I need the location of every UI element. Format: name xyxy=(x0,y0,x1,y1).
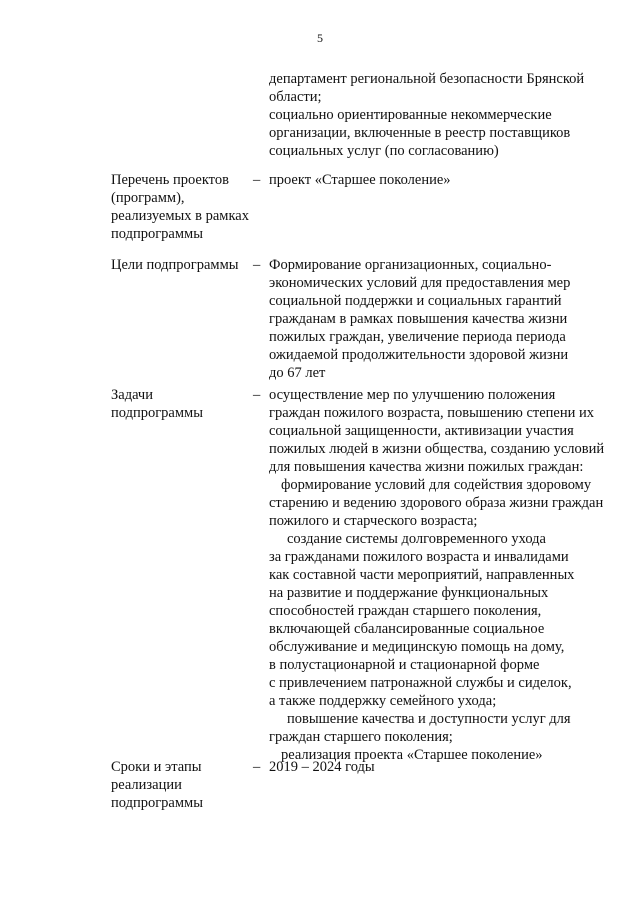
value-line: за гражданами пожилого возраста и инвалидами xyxy=(269,549,569,565)
continuation-text xyxy=(269,70,619,160)
value-line: 2019 – 2024 годы xyxy=(269,759,375,775)
value-line: в полустационарной и стационарной форме xyxy=(269,657,540,673)
row-value xyxy=(269,171,619,189)
row-label xyxy=(111,171,259,243)
value-line: граждан пожилого возраста, повышению степени их xyxy=(269,405,595,421)
label-line: Задачи xyxy=(111,387,153,403)
label-line: Перечень проектов xyxy=(111,172,229,188)
value-line: до 67 лет xyxy=(269,365,326,381)
value-line: для повышения качества жизни пожилых граждан: xyxy=(269,459,584,475)
text-line: социально ориентированные некоммерческие xyxy=(269,107,552,123)
value-line: способностей граждан старшего поколения, xyxy=(269,603,542,619)
value-line: Формирование организационных, социально- xyxy=(269,257,552,273)
value-line: пожилого и старческого возраста; xyxy=(269,513,478,529)
label-line: Цели подпрограммы xyxy=(111,257,239,273)
dash-separator: – xyxy=(253,172,261,188)
value-line: обслуживание и медицинскую помощь на дому, xyxy=(269,639,565,655)
value-line: как составной части мероприятий, направленных xyxy=(269,567,575,583)
value-line: социальной поддержки и социальных гарантий xyxy=(269,293,562,309)
value-line: создание системы долговременного ухода xyxy=(287,531,546,547)
label-line: реализации xyxy=(111,777,182,793)
label-line: подпрограммы xyxy=(111,226,203,242)
dash-separator: – xyxy=(253,759,261,775)
label-line: подпрограммы xyxy=(111,405,203,421)
label-line: (программ), xyxy=(111,190,185,206)
value-line: а также поддержку семейного ухода; xyxy=(269,693,497,709)
value-line: с привлечением патронажной службы и сиделок, xyxy=(269,675,572,691)
text-line: департамент региональной безопасности Брянской xyxy=(269,71,585,87)
row-label xyxy=(111,386,259,422)
value-line: пожилых граждан, увеличение периода периода xyxy=(269,329,566,345)
page-number: 5 xyxy=(317,31,323,45)
value-line: старению и ведению здорового образа жизни граждан xyxy=(269,495,604,511)
label-line: подпрограммы xyxy=(111,795,203,811)
value-line: включающей сбалансированные социальное xyxy=(269,621,545,637)
value-line: граждан старшего поколения; xyxy=(269,729,453,745)
value-line: ожидаемой продолжительности здоровой жизни xyxy=(269,347,569,363)
value-line: пожилых людей в жизни общества, созданию условий xyxy=(269,441,605,457)
value-line: осуществление мер по улучшению положения xyxy=(269,387,556,403)
text-line: социальных услуг (по согласованию) xyxy=(269,143,499,159)
row-label xyxy=(111,758,259,812)
label-line: реализуемых в рамках xyxy=(111,208,249,224)
label-line: Сроки и этапы xyxy=(111,759,202,775)
dash-separator: – xyxy=(253,387,261,403)
row-value xyxy=(269,256,619,382)
value-line: реализация проекта «Старшее поколение» xyxy=(281,747,543,763)
row-label xyxy=(111,256,259,274)
row-value xyxy=(269,386,619,764)
row-value xyxy=(269,758,619,776)
value-line: на развитие и поддержание функциональных xyxy=(269,585,549,601)
text-line: области; xyxy=(269,89,322,105)
value-line: проект «Старшее поколение» xyxy=(269,172,451,188)
value-line: формирование условий для содействия здоровому xyxy=(281,477,592,493)
value-line: повышение качества и доступности услуг для xyxy=(287,711,571,727)
dash-separator: – xyxy=(253,257,261,273)
text-line: организации, включенные в реестр поставщиков xyxy=(269,125,571,141)
value-line: социальной защищенности, активизации участия xyxy=(269,423,574,439)
value-line: экономических условий для предоставления мер xyxy=(269,275,571,291)
value-line: гражданам в рамках повышения качества жизни xyxy=(269,311,568,327)
